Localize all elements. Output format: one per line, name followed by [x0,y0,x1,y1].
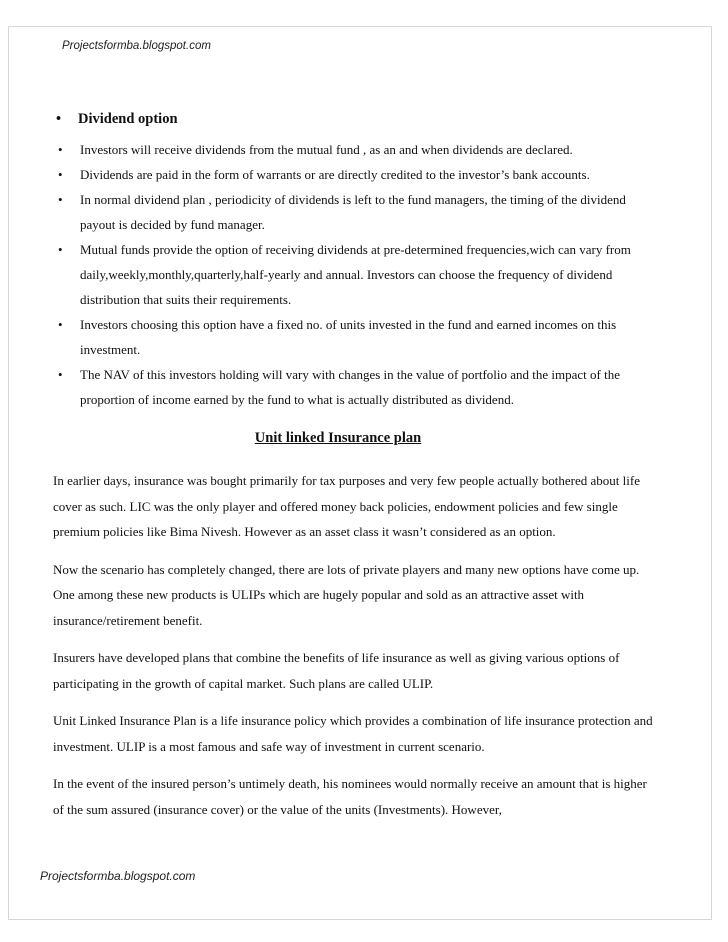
list-item [58,162,658,187]
list-item [58,237,658,312]
list-item [58,187,658,237]
dividend-bullet-list [58,137,658,412]
bullet-icon: • [58,192,63,207]
bullet-icon: • [58,317,63,332]
bullet-icon: • [58,142,63,157]
ulip-section-title: Unit linked Insurance plan [254,430,422,446]
paragraph: Insurers have developed plans that combine the benefits of life insurance as well as giving various options of participating in the growth of capital market. Such plans are called ULIP. [53,650,620,691]
bullet-icon: • [56,111,62,127]
list-item-text: Mutual funds provide the option of receiving dividends at pre-determined frequencies,wich can vary from daily,weekly,monthly,quarterly,half-yearly and annual. Investors can choose the frequency of dividend distribution that suits their requirements. [80,242,631,307]
list-item [58,312,658,362]
page-header: Projectsformba.blogspot.com [62,40,211,52]
list-item-text: In normal dividend plan , periodicity of dividends is left to the fund managers, the timing of the dividend payout is decided by fund manager. [80,192,626,232]
bullet-icon: • [58,167,63,182]
paragraph: Now the scenario has completely changed, there are lots of private players and many new options have come up. One among these new products is ULIPs which are hugely popular and sold as an attractive asset with insurance/retirement benefit. [53,561,640,628]
heading-text: Dividend option [78,111,178,127]
paragraph: In earlier days, insurance was bought primarily for tax purposes and very few people actually bothered about life cover as such. LIC was the only player and offered money back policies, endowment policies and few single premium policies like Bima Nivesh. However as an asset class it wasn’t considered as an option. [53,473,640,539]
list-item [58,362,658,412]
ulip-body [53,468,653,834]
paragraph: In the event of the insured person’s untimely death, his nominees would normally receive an amount that is higher of the sum assured (insurance cover) or the value of the units (Investments). However, [53,776,647,817]
paragraph: Unit Linked Insurance Plan is a life insurance policy which provides a combination of life insurance protection and investment. ULIP is a most famous and safe way of investment in current scenario. [53,713,653,754]
list-item-text: Investors will receive dividends from the mutual fund , as an and when dividends are declared. [80,142,573,157]
list-item-text: Investors choosing this option have a fixed no. of units invested in the fund and earned incomes on this investment. [80,317,617,357]
page-footer: Projectsformba.blogspot.com [40,869,196,883]
list-item-text: The NAV of this investors holding will vary with changes in the value of portfolio and the impact of the proportion of income earned by the fund to what is actually distributed as dividend. [80,367,621,407]
list-item [58,137,658,162]
list-item-text: Dividends are paid in the form of warrants or are directly credited to the investor’s bank accounts. [80,167,590,182]
bullet-icon: • [58,367,63,382]
bullet-icon: • [58,242,63,257]
